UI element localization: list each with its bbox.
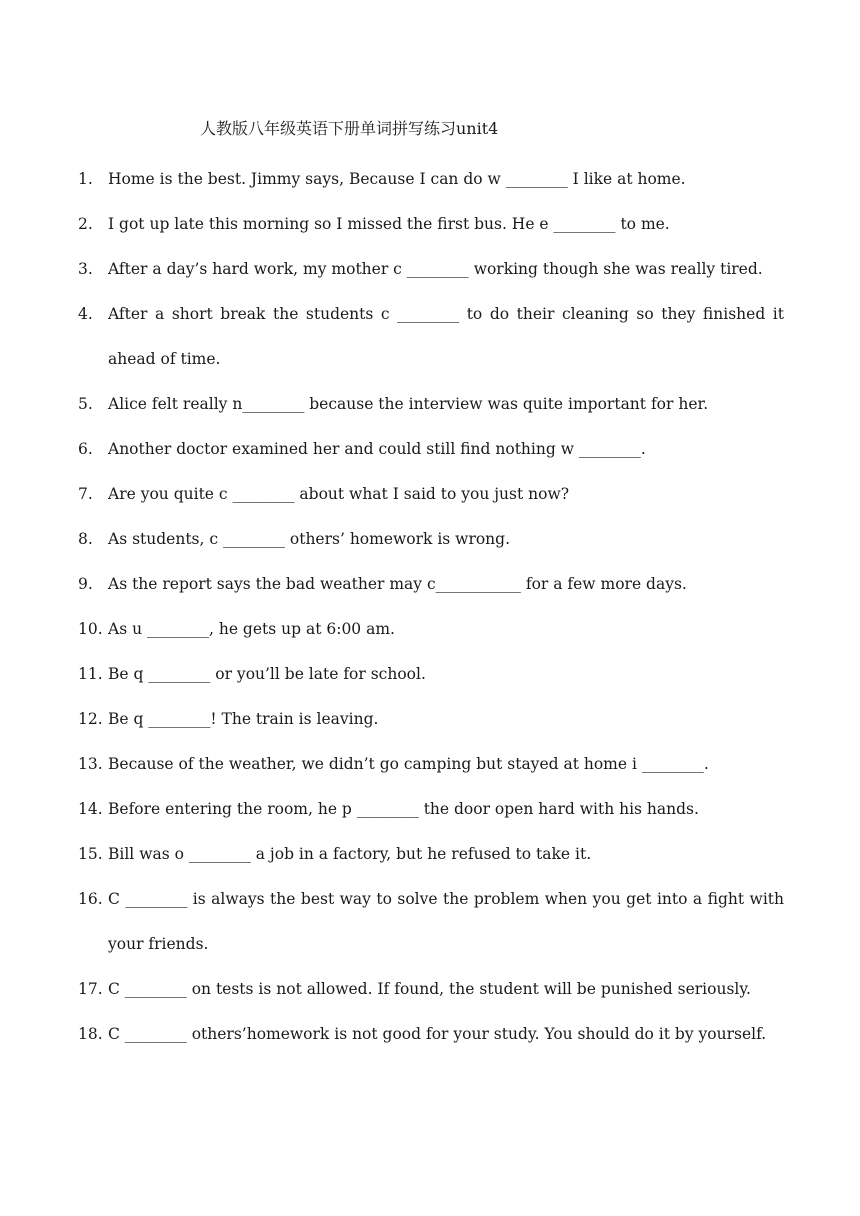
- question-number: 5.: [78, 395, 93, 413]
- question-text: Another doctor examined her and could still find nothing w ________.: [108, 440, 646, 458]
- question-number: 9.: [78, 575, 93, 593]
- question-item: [78, 292, 784, 382]
- question-text: C ________ on tests is not allowed. If found, the student will be punished seriously.: [108, 980, 751, 998]
- question-text: Home is the best. Jimmy says, Because I can do w ________ I like at home.: [108, 170, 686, 188]
- question-text: I got up late this morning so I missed the first bus. He e ________ to me.: [108, 215, 670, 233]
- question-number: 11.: [78, 665, 103, 683]
- question-number: 14.: [78, 800, 103, 818]
- question-number: 12.: [78, 710, 103, 728]
- question-text: After a short break the students c ________ to do their cleaning so they finished it ahead of time.: [108, 305, 784, 368]
- question-item: [78, 832, 784, 877]
- question-text: C ________ others’homework is not good for your study. You should do it by yourself.: [108, 1025, 767, 1043]
- question-text: Before entering the room, he p ________ the door open hard with his hands.: [108, 800, 699, 818]
- question-item: [78, 427, 784, 472]
- question-item: [78, 607, 784, 652]
- question-text: Bill was o ________ a job in a factory, but he refused to take it.: [108, 845, 592, 863]
- question-number: 17.: [78, 980, 103, 998]
- question-number: 2.: [78, 215, 93, 233]
- question-number: 1.: [78, 170, 93, 188]
- question-item: [78, 877, 784, 967]
- question-item: [78, 697, 784, 742]
- question-number: 13.: [78, 755, 103, 773]
- question-list: [78, 157, 784, 1057]
- question-item: [78, 652, 784, 697]
- question-item: [78, 472, 784, 517]
- question-item: [78, 562, 784, 607]
- question-text: As the report says the bad weather may c___________ for a few more days.: [108, 575, 687, 593]
- question-text: As u ________, he gets up at 6:00 am.: [108, 620, 395, 638]
- question-text: Because of the weather, we didn’t go camping but stayed at home i ________.: [108, 755, 709, 773]
- question-item: [78, 1012, 784, 1057]
- question-item: [78, 742, 784, 787]
- question-number: 16.: [78, 890, 103, 908]
- question-number: 15.: [78, 845, 103, 863]
- question-text: As students, c ________ others’ homework is wrong.: [108, 530, 511, 548]
- question-number: 10.: [78, 620, 103, 638]
- question-text: Be q ________ or you’ll be late for school.: [108, 665, 426, 683]
- question-number: 18.: [78, 1025, 103, 1043]
- question-number: 3.: [78, 260, 93, 278]
- question-number: 7.: [78, 485, 93, 503]
- question-item: [78, 247, 784, 292]
- question-text: After a day’s hard work, my mother c ________ working though she was really tired.: [108, 260, 763, 278]
- question-item: [78, 157, 784, 202]
- question-number: 6.: [78, 440, 93, 458]
- question-text: Are you quite c ________ about what I said to you just now?: [108, 485, 570, 503]
- worksheet-title: 人教版八年级英语下册单词拼写练习unit4: [200, 119, 499, 138]
- question-text: Alice felt really n________ because the interview was quite important for her.: [108, 395, 709, 413]
- question-item: [78, 382, 784, 427]
- question-number: 8.: [78, 530, 93, 548]
- question-item: [78, 202, 784, 247]
- question-item: [78, 787, 784, 832]
- question-item: [78, 517, 784, 562]
- question-text: Be q ________! The train is leaving.: [108, 710, 379, 728]
- question-item: [78, 967, 784, 1012]
- question-text: C ________ is always the best way to solve the problem when you get into a fight with your friends.: [108, 890, 784, 953]
- question-number: 4.: [78, 305, 93, 323]
